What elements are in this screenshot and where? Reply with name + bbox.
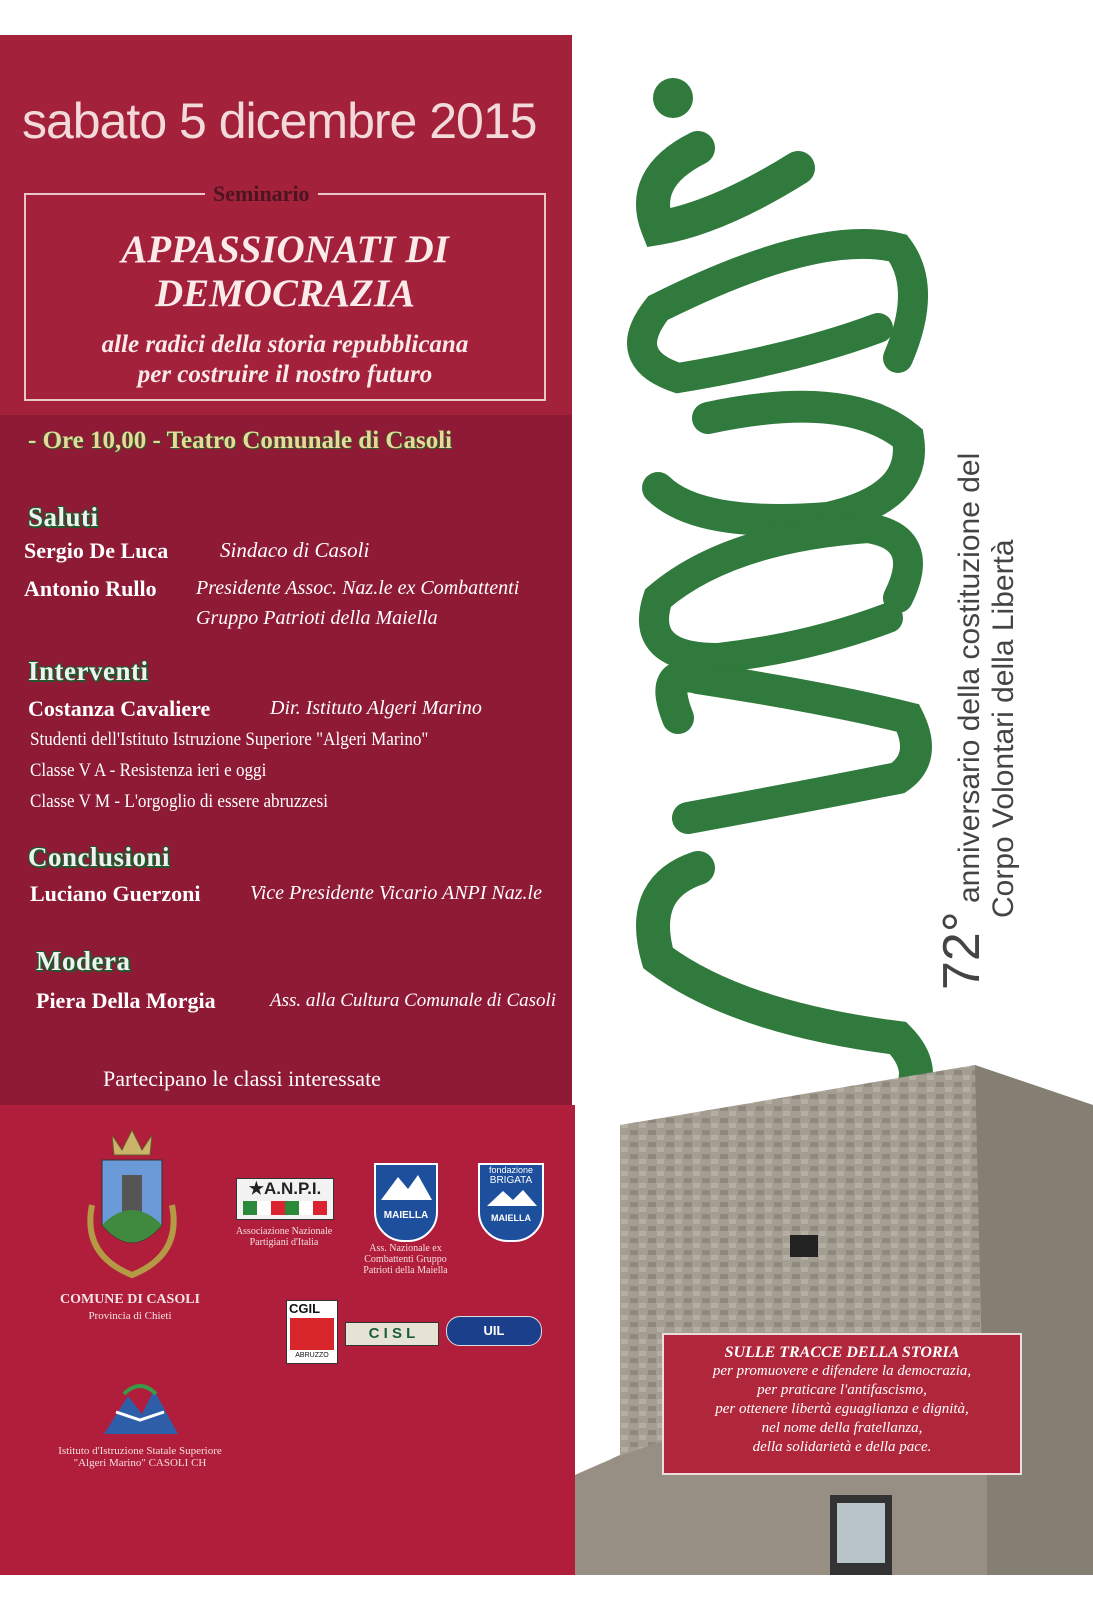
brigata-logo [478, 1163, 544, 1242]
speaker-name: Costanza Cavaliere [28, 696, 211, 721]
seminar-subtitle [24, 330, 546, 390]
speaker-role: Sindaco di Casoli [220, 538, 370, 562]
school-logo-icon [98, 1372, 182, 1444]
title-line-2: DEMOCRAZIA [154, 272, 416, 315]
speaker-role-line2: Gruppo Patrioti della Maiella [196, 607, 438, 629]
brigata-label-2: BRIGATA [489, 1175, 533, 1186]
history-callout [662, 1333, 1022, 1475]
anniversary-line-2: Corpo Volontari della Libertà [987, 539, 1020, 918]
brigata-label-1: fondazione [488, 1165, 534, 1175]
anniversary-line-1: anniversario della costituzione del [953, 452, 986, 904]
mountain-icon [483, 1186, 539, 1208]
castle-tower-image [575, 1045, 1093, 1575]
venue-time: - Ore 10,00 - Teatro Comunale di Casoli [28, 427, 453, 454]
callout-line: per ottenere libertà eguaglianza e dignità, [715, 1401, 969, 1417]
mountain-icon [376, 1165, 436, 1205]
anpi-logo [236, 1178, 334, 1220]
program-line: Classe V M - L'orgoglio di essere abruzzesi [30, 791, 328, 812]
speaker-name: Antonio Rullo [24, 576, 157, 601]
subtitle-line-2: per costruire il nostro futuro [137, 361, 433, 388]
callout-line: della solidarietà e della pace. [752, 1439, 932, 1455]
maiella-label: MAIELLA [383, 1210, 429, 1221]
callout-line: per promuovere e difendere la democrazia, [712, 1363, 972, 1379]
comune-sub: Provincia di Chieti [88, 1310, 172, 1322]
cgil-logo [286, 1300, 338, 1364]
speaker-role: Vice Presidente Vicario ANPI Naz.le [250, 882, 542, 904]
uil-logo: UIL [446, 1316, 542, 1346]
title-line-1: APPASSIONATI DI [121, 228, 449, 271]
cgil-label: CGIL [289, 1301, 321, 1316]
brigata-label-3: MAIELLA [491, 1213, 531, 1223]
speaker-name: Piera Della Morgia [36, 988, 216, 1013]
subtitle-line-1: alle radici della storia repubblicana [101, 331, 469, 358]
callout-line: per praticare l'antifascismo, [757, 1382, 927, 1398]
participants-note: Partecipano le classi interessate [103, 1066, 381, 1091]
maiella-caption: Ass. Nazionale ex Combattenti Gruppo Patrioti della Maiella [363, 1243, 448, 1276]
section-interventi: Interventi [28, 656, 149, 686]
coat-of-arms-icon [72, 1125, 192, 1285]
istituto-caption: Istituto d'Istruzione Statale Superiore "Algeri Marino" CASOLI CH [58, 1445, 222, 1469]
section-modera: Modera [36, 946, 131, 976]
event-date: sabato 5 dicembre 2015 [22, 93, 537, 149]
callout-title: SULLE TRACCE DELLA STORIA [724, 1344, 960, 1361]
speaker-role: Ass. alla Cultura Comunale di Casoli [270, 990, 557, 1011]
maiella-logo [374, 1163, 438, 1242]
speaker-role: Presidente Assoc. Naz.le ex Combattenti [196, 577, 520, 599]
speaker-name: Luciano Guerzoni [30, 881, 201, 906]
callout-line: nel nome della fratellanza, [761, 1420, 923, 1436]
seminar-title [24, 228, 546, 316]
comune-name: COMUNE DI CASOLI [59, 1292, 200, 1307]
cgil-sub: ABRUZZO [295, 1352, 329, 1359]
seminar-kicker: Seminario [205, 181, 318, 207]
casoli-script-lettering [598, 58, 938, 1118]
anniversary-number: 72° [933, 911, 991, 990]
red-square-icon [290, 1318, 334, 1350]
speaker-name: Sergio De Luca [24, 538, 169, 563]
program-line: Studenti dell'Istituto Istruzione Superiore "Algeri Marino" [30, 729, 429, 750]
cisl-logo: C I S L [345, 1322, 439, 1346]
anniversary-text [933, 70, 1065, 990]
section-conclusioni: Conclusioni [28, 842, 171, 872]
flag-stripes-icon [243, 1201, 327, 1215]
program-line: Classe V A - Resistenza ieri e oggi [30, 760, 267, 781]
speaker-role: Dir. Istituto Algeri Marino [270, 697, 482, 719]
section-saluti: Saluti [28, 502, 99, 532]
anpi-label: ★A.N.P.I. [248, 1179, 322, 1198]
anpi-caption: Associazione Nazionale Partigiani d'Italia [235, 1226, 333, 1248]
